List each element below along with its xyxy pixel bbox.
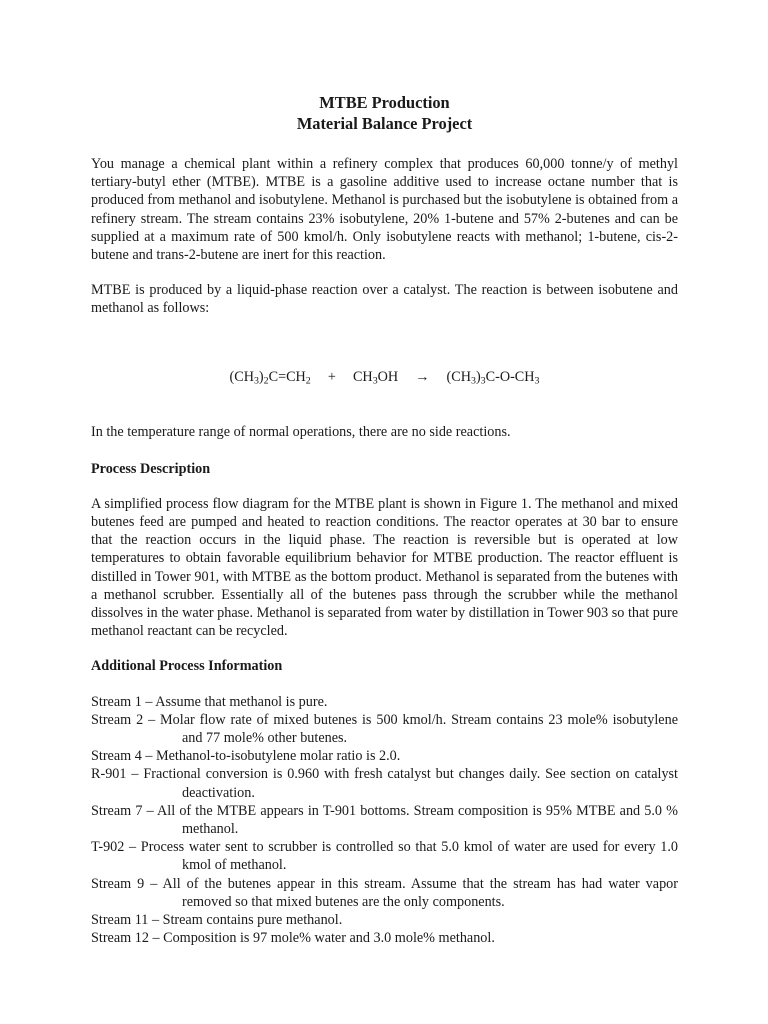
info-item-stream-9: Stream 9 – All of the butenes appear in this stream. Assume that the stream has had water vapor removed so that mixed butenes are the only components. (91, 875, 678, 910)
process-description-heading: Process Description (91, 460, 211, 477)
info-item-r-901: R-901 – Fractional conversion is 0.960 with fresh catalyst but changes daily. See section on catalyst deactivation. (91, 766, 678, 801)
equation-plus: + (327, 368, 336, 385)
info-item-t-902: T-902 – Process water sent to scrubber is controlled so that 5.0 kmol of water are used for every 1.0 kmol of methanol. (91, 839, 678, 874)
equation-arrow: → (415, 368, 430, 385)
equation-product: $(CH_3)_3C-O-CH_3$ (446, 368, 540, 387)
info-item-stream-11: Stream 11 – Stream contains pure methanol. (91, 911, 343, 928)
reaction-equation (91, 335, 678, 391)
temperature-paragraph: In the temperature range of normal operations, there are no side reactions. (91, 424, 511, 441)
process-description-paragraph: A simplified process flow diagram for the MTBE plant is shown in Figure 1. The methanol and mixed butenes feed are pumped and heated to reaction conditions. The reactor operates at 30 bar to ensure that the reaction occurs in the liquid phase. The reaction is reversible but is operated at low temperatures to obtain favorable equilibrium behavior for MTBE production. The reactor effluent is distilled in Tower 901, with MTBE as the bottom product. Methanol is separated from the butenes with a methanol scrubber. Essentially all of the butenes pass through the scrubber while the methanol dissolves in the water phase. Methanol is separated from water by distillation in Tower 903 so that pure methanol reactant can be recycled. (91, 495, 678, 640)
additional-info-heading: Additional Process Information (91, 658, 283, 675)
reaction-paragraph: MTBE is produced by a liquid-phase reaction over a catalyst. The reaction is between isobutene and methanol as follows: (91, 282, 678, 317)
info-item-stream-12: Stream 12 – Composition is 97 mole% water and 3.0 mole% methanol. (91, 930, 495, 947)
document-title (91, 92, 678, 134)
title-line-1: MTBE Production (319, 93, 450, 112)
additional-info-list (91, 693, 678, 948)
info-item-stream-7: Stream 7 – All of the MTBE appears in T-901 bottoms. Stream composition is 95% MTBE and 5.0 % methanol. (91, 802, 678, 837)
info-item-stream-1: Stream 1 – Assume that methanol is pure. (91, 693, 328, 710)
document-page (91, 92, 678, 947)
title-line-2: Material Balance Project (296, 114, 473, 133)
equation-reactant-1: $(CH_3)_2C=CH_2$ (229, 368, 311, 387)
intro-paragraph: You manage a chemical plant within a refinery complex that produces 60,000 tonne/y of methyl tertiary-butyl ether (MTBE). MTBE is a gasoline additive used to increase octane number that is produced from methanol and isobutylene. Methanol is purchased but the isobutylene is obtained from a refinery stream. The stream contains 23% isobutylene, 20% 1-butene and 57% 2-butenes and can be supplied at a maximum rate of 500 kmol/h. Only isobutylene reacts with methanol; 1-butene, cis-2-butene and trans-2-butene are inert for this reaction. (91, 156, 678, 264)
info-item-stream-4: Stream 4 – Methanol-to-isobutylene molar ratio is 2.0. (91, 748, 401, 765)
info-item-stream-2: Stream 2 – Molar flow rate of mixed butenes is 500 kmol/h. Stream contains 23 mole% isobutylene and 77 mole% other butenes. (91, 711, 678, 746)
equation-reactant-2: $CH_3OH$ (352, 368, 399, 387)
